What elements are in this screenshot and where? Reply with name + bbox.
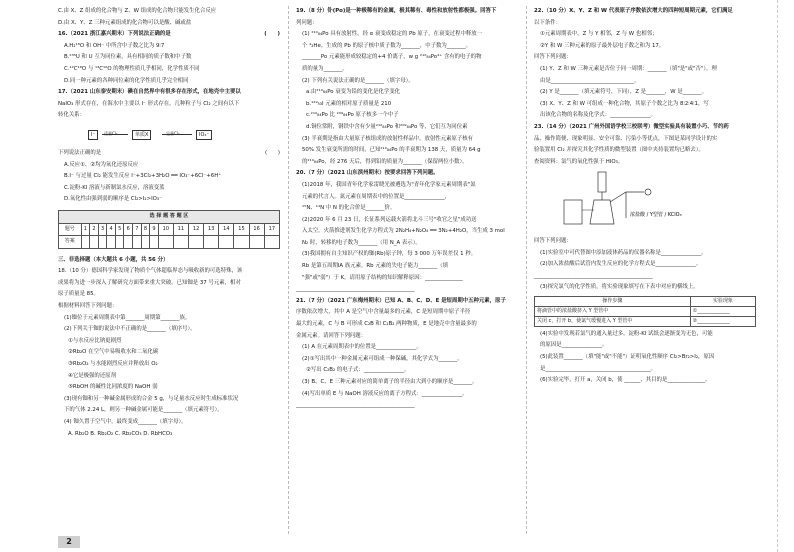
q23-part5-line2: 是_______________________________________。 bbox=[540, 365, 656, 372]
answer-grid-number-row bbox=[59, 223, 280, 236]
ops-header-step: 操作步骤 bbox=[535, 296, 691, 306]
answer-cell[interactable] bbox=[219, 236, 234, 249]
flow-iodate: IO₃⁻ bbox=[196, 130, 212, 140]
q17-stem: 17.（2021 山东泰安期末）碘在自然界中有很多存在形式，在地壳中主要以 bbox=[58, 89, 241, 96]
q23-part3: (3)探究氯气的化学性质，将实验现象填写在下表中对应的横线上。 bbox=[540, 284, 699, 291]
q20-stem: 20.（7 分）（2021 山东滨州期末）按要求回答下列问题。 bbox=[296, 170, 439, 177]
answer-cell[interactable] bbox=[90, 236, 99, 249]
q18-part3-line2: 下的气体 2.24 L，则另一种碱金属可能是_______（填元素符号）。 bbox=[64, 407, 223, 414]
q23-line1: 23.（14 分）（2021 广州外国语学校三校联考）微型实验具有装置小巧、节约药 bbox=[534, 123, 729, 130]
answer-number: 15 bbox=[234, 223, 249, 236]
q19-part1-line2: 个 ⁴₂He。生成的 Pb 的原子核中质子数为_______，中子数为_______。 bbox=[302, 42, 472, 49]
q19-part2-c: c.²¹⁰₈₄Po 比 ²⁰⁹₈₄Po 原子核多一个中子 bbox=[306, 112, 399, 119]
q20-part1-line3: ¹⁵N、¹⁴N 中 N 的化合价是_______价。 bbox=[302, 205, 396, 212]
q22-line1: 22.（10 分）X、Y、Z 和 W 代表原子序数依次增大的四种短周期元素，它们满足 bbox=[534, 8, 733, 14]
q21-answer-blank[interactable]: ____________________________________________ bbox=[296, 402, 415, 409]
q16-option-c: C.¹²C¹⁸O 与 ¹³C¹⁶O 的物理性质几乎相同，化学性质不同 bbox=[64, 65, 200, 72]
q23-part4-line2: 的原因是_______________。 bbox=[540, 342, 608, 349]
q18-part2-item5: ⑤RbOH 的碱性比同浓度的 NaOH 弱 bbox=[68, 384, 158, 391]
q19-line2: 列问题： bbox=[296, 19, 318, 26]
apparatus-labels: 浓盐酸 / Y型管 / KClO₃ bbox=[630, 212, 682, 219]
q17-option-b: B.I⁻ 与过量 Cl₂ 能发生反应 I⁻+3Cl₂+3H₂O ══ IO₃⁻+6Cl⁻+6H⁺ bbox=[64, 173, 222, 180]
q15-option-c: C.由 X、Z 组成的化合物与 Z、W 组成的化合物只能发生化合反应 bbox=[58, 8, 217, 14]
q23-part1: (1)实验室中可代替图中添加液体药品的仪器名称是_______________。 bbox=[540, 249, 707, 256]
q22-part1-line2: 由是_______________________________。 bbox=[540, 77, 640, 84]
q17-flow-diagram bbox=[58, 124, 280, 146]
q18-part1: (1)铷位于元素周期表中第_______周期第_______族。 bbox=[64, 314, 191, 321]
q18-part2-item2: ②Rb₂O 在空气中易吸收水和二氧化碳 bbox=[68, 349, 159, 356]
answer-grid bbox=[58, 210, 280, 249]
q18-part4-options: A. Rb₂O B. Rb₂O₂ C. Rb₂CO₃ D. RbHCO₃ bbox=[68, 430, 173, 437]
q18-line1: 18.（10 分）德国科学家发现了物质个气体超临界态与吸收新的可选特殊，该 bbox=[58, 268, 243, 275]
ops-header-phenomenon: 实验现象 bbox=[690, 296, 755, 306]
q18-part4: (4) 铷久置于空气中，最终变成_______（填字母）。 bbox=[64, 419, 187, 425]
q23-part4-line1: (4)实验中发现若氯气的通入量过多，淀粉-KI 试纸会逐渐变为无色，可能 bbox=[540, 330, 713, 337]
answer-cell[interactable] bbox=[115, 236, 124, 249]
q22-line2: 以下条件： bbox=[534, 19, 561, 26]
q18-part3-line1: (3)现有铷和另一种碱金属形成的合金 5 g，与足量水反应时生成标准状况 bbox=[64, 395, 239, 402]
q16-option-b: B.²³⁵U 和 U 互为同位素，具有相同的质子数和中子数 bbox=[64, 54, 192, 61]
answer-number: 3 bbox=[98, 223, 107, 236]
q20-part2-line1: (2)2020 年 6 月 23 日，长征系列运载火箭将北斗三号"收官之星"成功送 bbox=[302, 216, 477, 223]
column-divider-1 bbox=[288, 6, 289, 534]
q18-part2-item1: ①与水反应比钠更剧烈 bbox=[68, 337, 122, 344]
q21-line4: 金属元素。请回答下列问题： bbox=[296, 332, 367, 339]
flow-arrow-1: 适量Cl₂ bbox=[104, 130, 118, 136]
dropper bbox=[598, 172, 606, 192]
answer-cell[interactable] bbox=[264, 236, 279, 249]
answer-number: 1 bbox=[81, 223, 90, 236]
q21-line1: 21.（7 分）（2021 广东梅州期末）已知 A、B、C、D、E 是短周期中五种元素，原子 bbox=[296, 297, 506, 304]
answer-number: 2 bbox=[90, 223, 99, 236]
answer-cell[interactable] bbox=[107, 236, 116, 249]
ops-row1-result[interactable]: ①_____________ bbox=[690, 306, 755, 316]
q19-part1-line4: 质的量为_______。 bbox=[302, 65, 348, 72]
ops-row1-step: 将滴管中的浓盐酸挤入 Y 型管中 bbox=[535, 306, 691, 316]
observation-table bbox=[534, 296, 756, 327]
q18-line3: 原子质量是 85。 bbox=[58, 291, 99, 298]
q21-part2-b: ②写出 C₂B₂ 的电子式：_______________。 bbox=[306, 367, 410, 374]
flow-arrow-line-2 bbox=[162, 134, 192, 135]
q23-part6: (6)实验完毕，打开 a，关闭 b，使 ______，其目的是______________。 bbox=[540, 377, 711, 384]
section-3-title: 三、非选择题（本大题共 6 小题，共 56 分） bbox=[58, 256, 169, 263]
q23-part5-line1: (5)此装置_______（填"能"或"不能"）证明氧化性顺序 Cl₂>Br₂>I₂，原因 bbox=[540, 354, 715, 361]
q21-part3: (3) B、C、E 三种元素对应的简单离子的半径由大到小的顺序是_______。 bbox=[302, 379, 478, 385]
answer-cell[interactable] bbox=[158, 236, 173, 249]
q20-part3-line1: (3)我国拥有自主知识产权的铷(Rb)原子钟，每 3 000 万年误差仅 1 秒。 bbox=[302, 251, 477, 258]
answer-number: 10 bbox=[158, 223, 173, 236]
q22-part1-line1: (1) Y、Z 和 W 三种元素是否位于同一周期：_______（填"是"或"否"），理 bbox=[540, 65, 717, 72]
q19-part3-line1: (3) 半衰期是指由大量原子核组成的放射性样品中，放射性元素原子核有 bbox=[302, 135, 474, 142]
answer-cell[interactable] bbox=[234, 236, 249, 249]
q19-part1-line1: (1) ²¹⁰₈₄Po 具有放射性，经 α 衰变成稳定的 Pb 原子，在衰变过程中释放一 bbox=[302, 31, 483, 38]
ops-row2-result[interactable]: ②_____________ bbox=[690, 316, 755, 326]
q21-part4: (4)写出单质 E 与 NaOH 溶液反应的离子方程式：_______________。 bbox=[302, 390, 468, 397]
q15-option-d: D.由 X、Y、Z 三种元素组成的化合物可以是酸、碱或盐 bbox=[58, 19, 192, 26]
q17-option-c: C.淀粉-KI 溶液与新制氯水反应，溶液变蓝 bbox=[64, 184, 165, 191]
q18-part2-item4: ④它是极强的还原剂 bbox=[68, 372, 116, 379]
answer-grid-answer-head: 答案 bbox=[59, 236, 82, 249]
q19-part3-line2: 50% 发生衰变所需的时间，已知²¹⁰₈₄Po 的半衰期为 138 天，质量为 64 g bbox=[302, 147, 481, 154]
answer-number: 6 bbox=[124, 223, 133, 236]
q22-line3: 回答下列问题： bbox=[534, 54, 572, 61]
q16-option-d: D.同一种元素的各种同位素的化学性质几乎完全相同 bbox=[64, 77, 189, 84]
answer-cell[interactable] bbox=[124, 236, 133, 249]
q18-line2: 成果将为进一步深入了解研究方面带来重大突破。已知铷是 37 号元素，相对 bbox=[58, 279, 241, 286]
apparatus-diagram bbox=[554, 170, 682, 228]
answer-number: 7 bbox=[133, 223, 142, 236]
answer-number: 5 bbox=[115, 223, 124, 236]
answer-number: 12 bbox=[189, 223, 204, 236]
page-number: 2 bbox=[58, 536, 80, 548]
q19-part3-line3: 的²¹⁰₈₄Po，经 276 天后，得到铅的质量为_______（保留两位小数）。 bbox=[302, 158, 468, 165]
q20-part3-line3: "强"或"弱"）于 K，请用原子结构的知识解释原因：______________ bbox=[302, 274, 463, 281]
q23-line3: 验装置用 Cl₂ 并探究其化学性质的微型装置（图中夹持装置均已略去）。 bbox=[534, 147, 704, 154]
answer-cell[interactable] bbox=[150, 236, 159, 249]
answer-grid-title: 选 择 题 答 题 区 bbox=[59, 210, 280, 223]
column-middle bbox=[296, 6, 518, 412]
column-right bbox=[534, 6, 756, 387]
answer-cell[interactable] bbox=[81, 236, 90, 249]
column-left bbox=[58, 6, 280, 440]
answer-number: 17 bbox=[264, 223, 279, 236]
q20-answer-blank[interactable]: ____________________________________________ bbox=[296, 286, 415, 293]
q23-part2-blank[interactable]: ____________________________________________ bbox=[534, 272, 653, 279]
q19-part2: (2) 下列有关说法正确的是_______（填字母）。 bbox=[302, 77, 414, 84]
flow-arrow-line-1 bbox=[102, 134, 128, 135]
q16-option-a: A.H₂¹⁸O 和 OH⁻ 中所含中子数之比为 9∶7 bbox=[64, 42, 165, 49]
answer-number: 13 bbox=[204, 223, 219, 236]
q17-ask: 下列说法正确的是 ( ) bbox=[58, 149, 280, 156]
q16-stem: 16.（2021 浙江嘉兴期末）下列说法正确的是 ( ) bbox=[58, 31, 280, 38]
q17-line2: NaIO₃ 形式存在，在海水中主要以 I⁻ 形式存在，几种粒子与 Cl₂ 之间有以下 bbox=[58, 100, 240, 107]
answer-number: 14 bbox=[219, 223, 234, 236]
q17-line3: 转化关系： bbox=[58, 112, 85, 119]
answer-grid-number-head: 题号 bbox=[59, 223, 82, 236]
answer-number: 11 bbox=[173, 223, 188, 236]
ops-row2-step: 关闭 c，打开 b，使氯气缓慢进入 Y 型管中 bbox=[535, 316, 691, 326]
q23-line5: 回答下列问题： bbox=[534, 237, 572, 244]
q17-option-d: D.氧化性由强到弱的顺序是 Cl₂>I₂>IO₃⁻ bbox=[64, 196, 162, 203]
q19-line1: 19.（8 分）钋(Po)是一种极稀有的金属，极其稀有、毒性和放射性都极强。回答下 bbox=[296, 8, 497, 14]
answer-cell[interactable] bbox=[173, 236, 188, 249]
q23-line2: 品、操作简便、现象明显、安全可靠、污染小等优点，下图是某同学设计的实 bbox=[534, 135, 718, 142]
answer-number: 4 bbox=[107, 223, 116, 236]
q21-line2: 序数依次增大，其中 A 是空气中含量最多的元素，C 是短周期中原子半径 bbox=[296, 309, 471, 316]
answer-grid-answer-row bbox=[59, 236, 280, 249]
q20-part2-line2: 入太空。火箭推进剂发生化学方程式为 2N₂H₄+N₂O₄ ══ 3N₂+4H₂O，当生成 3 mol bbox=[302, 228, 505, 235]
answer-cell[interactable] bbox=[189, 236, 204, 249]
q20-part2-line3: N₂ 时，转移的电子数为_______（用 N_A 表示）。 bbox=[302, 239, 421, 246]
q22-condition1: ①元素周期表中，Z 与 Y 相邻，Z 与 W 也相邻； bbox=[540, 31, 658, 38]
q21-part2: (2)①写出其中一种金属元素可组成一种保碱，其化学式为_______。 bbox=[302, 355, 463, 362]
flow-iodide: I⁻ bbox=[88, 130, 98, 140]
answer-cell[interactable] bbox=[98, 236, 107, 249]
q18-part2-item3: ③Rb₂O₂ 与水能剧烈反应并释放出 O₂ bbox=[68, 361, 158, 368]
q23-part2: (2)加入浓盐酸后试管内发生反应的化学方程式是_______________。 bbox=[540, 261, 702, 268]
q22-part3-line1: (3) X、Y、Z 和 W 可组成一种化合物，其原子个数之比为 8∶2∶4∶1，写 bbox=[540, 100, 709, 107]
q19-part2-a: a.由²¹⁰₈₄Po 衰变为铅的变化是化学变化 bbox=[306, 89, 400, 96]
q19-part2-b: b.¹²⁹₅₃I 元素的相对原子质量是 210 bbox=[306, 100, 392, 107]
answer-cell[interactable] bbox=[141, 236, 150, 249]
q23-line4: 查阅资料：氯气的氧化性强于 HIO₃。 bbox=[534, 158, 624, 165]
q21-line3: 最大的元素，C 与 B 可形成 C₂B 和 C₂B₂ 两种物质，E 是地壳中含量最多的 bbox=[296, 321, 477, 328]
reagent-labels-box bbox=[564, 200, 582, 224]
q18-line4: 根据材料回答下列问题： bbox=[58, 303, 118, 310]
q20-part1-line2: 元素的代言人。氮元素在周期表中的位置是_______________， bbox=[302, 193, 451, 200]
answer-number: 16 bbox=[249, 223, 264, 236]
answer-cell[interactable] bbox=[249, 236, 264, 249]
q22-condition2: ②Y 和 W 三种元素的原子最外层电子数之和为 17。 bbox=[540, 42, 665, 49]
flow-arrow-2: 足量Cl₂ bbox=[166, 130, 180, 136]
q21-part1: (1) A 在元素周期表中的位置是_______________。 bbox=[302, 344, 422, 351]
binding-margin bbox=[777, 0, 788, 552]
answer-cell[interactable] bbox=[204, 236, 219, 249]
answer-cell[interactable] bbox=[133, 236, 142, 249]
q17-option-a: A.反应①、②均为氧化还原反应 bbox=[64, 161, 139, 168]
q20-part1-line1: (1)2018 年，我国青年化学家雷晓光被遴选为"青年化学家元素周期表"氮 bbox=[302, 181, 476, 188]
q19-part2-d: d.铜位常附，钢铁中含有少量²¹⁰₈₄Po 和²⁰⁹₈₄Po 等，它们互为同位素 bbox=[306, 123, 468, 130]
q20-part3-line2: Rb 是第五周期ⅠA 族元素。Rb 元素的失电子能力_______（填 bbox=[302, 263, 449, 270]
answer-number: 9 bbox=[150, 223, 159, 236]
flow-element-x: 单质X bbox=[132, 130, 151, 140]
q22-part3-line2: 出该化合物的名称及化学式：_______________。 bbox=[540, 112, 656, 119]
column-divider-2 bbox=[526, 6, 527, 534]
answer-number: 8 bbox=[141, 223, 150, 236]
q19-part1-line3: _______Po 元素能形成较稳定的+4 价离子，w g ²¹⁰₈₄Po⁴⁺ 含有的电子的物 bbox=[302, 54, 482, 61]
test-tube bbox=[590, 192, 614, 224]
q18-part2: (2)下列关于铷的说法中不正确的是_______（填序号）。 bbox=[64, 326, 196, 333]
q22-part2: (2) Y 是_______（填元素符号，下同），Z 是_______，W 是_______。 bbox=[540, 89, 707, 96]
valve-icon bbox=[645, 189, 651, 195]
